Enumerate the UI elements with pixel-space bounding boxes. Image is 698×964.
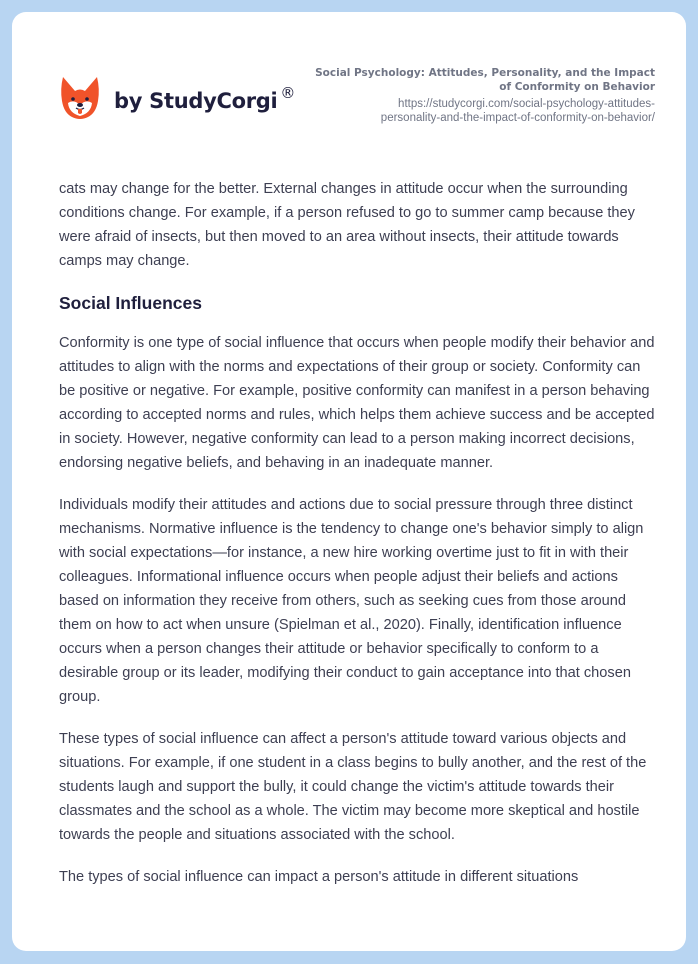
paragraph: Conformity is one type of social influence that occurs when people modify their behavior and attitudes to align with the norms and expectations of their group or society. Conformity can be positive or negative. For example, positive conformity can manifest in a person behaving according to accepted norms and rules, which helps them achieve success and be accepted in society. However, negative conformity can lead to a person making incorrect decisions, endorsing negative beliefs, and behaving in an inadequate manner.: [59, 335, 655, 471]
document-title-line-1: Social Psychology: Attitudes, Personality, and the Impact: [315, 67, 655, 79]
page-header: [12, 12, 686, 162]
paragraph: These types of social influence can affect a person's attitude toward various objects and situations. For example, if one student in a class begins to bully another, and the rest of the students laugh and support the bully, it could change the victim's attitude towards their classmates and the school as a whole. The victim may become more skeptical and hostile towards the people and situations associated with the school.: [59, 731, 647, 843]
corgi-logo-icon: [60, 75, 100, 121]
document-url-line-2[interactable]: personality-and-the-impact-of-conformity-on-behavior/: [380, 112, 655, 124]
registered-mark: ®: [280, 84, 296, 102]
document-url[interactable]: [295, 97, 655, 125]
studycorgi-logo[interactable]: [60, 75, 295, 121]
document-url-line-1[interactable]: https://studycorgi.com/social-psychology-attitudes-: [398, 98, 655, 110]
document-title-line-2: of Conformity on Behavior: [499, 81, 655, 93]
section-heading: Social Influences: [59, 293, 202, 313]
brand-text: by StudyCorgi: [114, 89, 278, 113]
paragraph: The types of social influence can impact a person's attitude in different situations: [59, 869, 579, 885]
brand-name: [114, 84, 296, 113]
document-card: [12, 12, 686, 951]
document-title: [295, 66, 655, 94]
paragraph: Individuals modify their attitudes and actions due to social pressure through three distinct mechanisms. Normative influence is the tendency to change one's behavior simply to align with social expectations—for instance, a new hire working overtime just to fit in with their colleagues. Informational influence occurs when people adjust their beliefs and actions based on information they receive from others, such as seeking cues from those around them on how to act when unsure (Spielman et al., 2020). Finally, identification influence occurs when a person changes their attitude or behavior specifically to conform to a desirable group or its leader, modifying their conduct to gain acceptance into that chosen group.: [59, 497, 644, 705]
intro-paragraph: cats may change for the better. External changes in attitude occur when the surrounding conditions change. For example, if a person refused to go to summer camp because they were afraid of insects, but then moved to an area without insects, their attitude towards camps may change.: [59, 181, 635, 269]
article-body: [59, 177, 659, 907]
document-meta: [295, 66, 655, 125]
